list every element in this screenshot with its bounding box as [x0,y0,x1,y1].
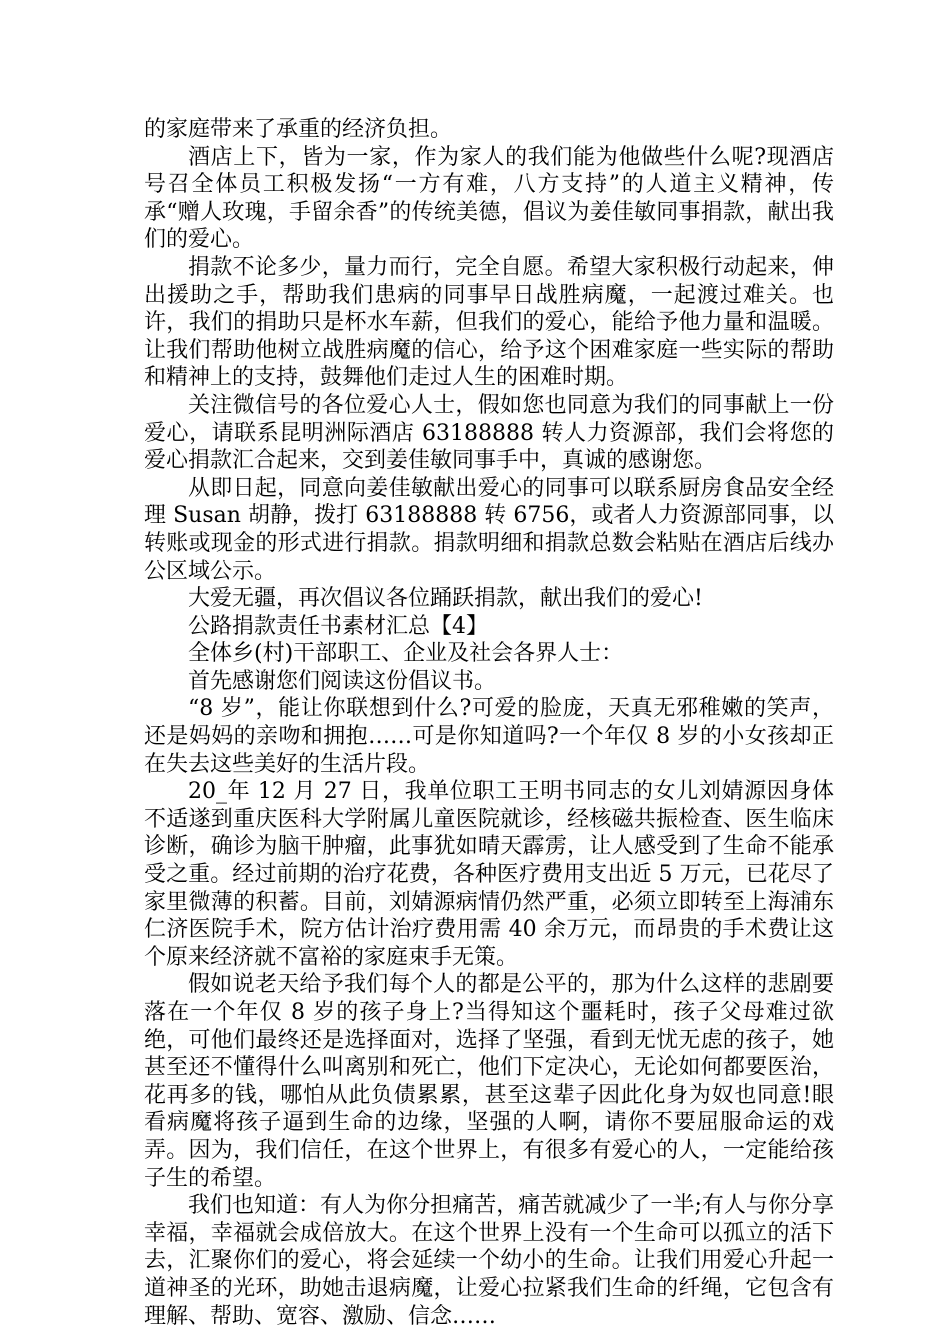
paragraph-3: 捐款不论多少，量力而行，完全自愿。希望大家积极行动起来，伸出援助之手，帮助我们患病的同事早日战胜病魔，一起渡过难关。也许，我们的捐助只是杯水车薪，但我们的爱心，能给予他力量和温暖。让我们帮助他树立战胜病魔的信心，给予这个困难家庭一些实际的帮助和精神上的支持，鼓舞他们走过人生的困难时期。 [144,254,834,391]
paragraph-4: 关注微信号的各位爱心人士，假如您也同意为我们的同事献上一份爱心，请联系昆明洲际酒店 63188888 转人力资源部，我们会将您的爱心捐款汇合起来，交到姜佳敏同事手中，真诚的感谢您。 [144,392,834,474]
paragraph-7: 首先感谢您们阅读这份倡议书。 [188,668,497,694]
section-heading: 公路捐款责任书素材汇总【4】 [188,613,488,639]
document-body [144,116,834,1330]
paragraph-5: 从即日起，同意向姜佳敏献出爱心的同事可以联系厨房食品安全经理 Susan 胡静，拨打 63188888 转 6756，或者人力资源部同事，以转账或现金的形式进行捐款。捐款明细和捐款总数会粘贴在酒店后线办公区域公示。 [144,475,834,584]
paragraph-10: 假如说老天给予我们每个人的都是公平的，那为什么这样的悲剧要落在一个年仅 8 岁的孩子身上?当得知这个噩耗时，孩子父母难过欲绝，可他们最终还是选择面对，选择了坚强，看到无忧无虑的孩子，她甚至还不懂得什么叫离别和死亡，他们下定决心，无论如何都要医治，花再多的钱，哪怕从此负债累累，甚至这辈子因此化身为奴也同意!眼看病魔将孩子逼到生命的边缘，坚强的人啊，请你不要屈服命运的戏弄。因为，我们信任，在这个世界上，有很多有爱心的人，一定能给孩子生的希望。 [144,972,834,1191]
paragraph-2: 酒店上下，皆为一家，作为家人的我们能为他做些什么呢?现酒店号召全体员工积极发扬“一方有难，八方支持”的人道主义精神，传承“赠人玫瑰，手留余香”的传统美德，倡议为姜佳敏同事捐款，献出我们的爱心。 [144,144,834,253]
paragraph-11: 我们也知道：有人为你分担痛苦，痛苦就减少了一半;有人与你分享幸福，幸福就会成倍放大。在这个世界上没有一个生命可以孤立的活下去，汇聚你们的爱心，将会延续一个幼小的生命。让我们用爱心升起一道神圣的光环，助她击退病魔，让爱心拉紧我们生命的纤绳，它包含有理解、帮助、宽容、激励、信念…… [144,1193,834,1329]
paragraph-6: 大爱无疆，再次倡议各位踊跃捐款，献出我们的爱心! [188,586,703,612]
paragraph-8: “8 岁”，能让你联想到什么?可爱的脸庞，天真无邪稚嫩的笑声，还是妈妈的亲吻和拥抱……可是你知道吗?一个年仅 8 岁的小女孩却正在失去这些美好的生活片段。 [144,696,834,777]
salutation: 全体乡(村)干部职工、企业及社会各界人士： [188,641,624,667]
paragraph-9: 20_年 12 月 27 日，我单位职工王明书同志的女儿刘婧源因身体不适遂到重庆医科大学附属儿童医院就诊，经核磁共振检查、医生临床诊断，确诊为脑干肿瘤，此事犹如晴天霹雳，让人感受到了生命不能承受之重。经过前期的治疗花费，各种医疗费用支出近 5 万元，已花尽了家里微薄的积蓄。目前，刘婧源病情仍然严重，必须立即转至上海浦东仁济医院手术，院方估计治疗费用需 40 余万元，而昂贵的手术费让这个原来经济就不富裕的家庭束手无策。 [144,779,834,970]
paragraph-1: 的家庭带来了承重的经济负担。 [144,117,453,142]
